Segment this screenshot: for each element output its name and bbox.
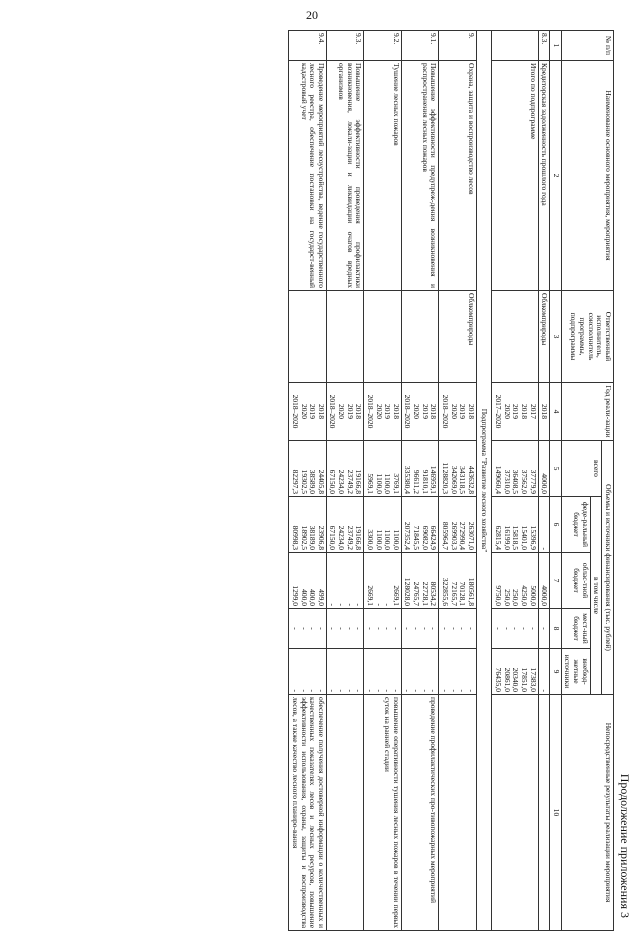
row-executor xyxy=(401,291,439,383)
row-executor xyxy=(326,291,364,383)
row-number: 8.3. xyxy=(538,31,550,61)
cell-federal xyxy=(439,497,477,553)
cell-total xyxy=(439,441,477,497)
value-local: - xyxy=(520,627,529,630)
row-name: Повышение эффективности проведения профилактики возникновения, локали-зации и ликвидации очагов вредных организмов xyxy=(326,61,364,291)
value-local: - xyxy=(328,627,338,630)
table-row xyxy=(364,31,402,931)
value-local: - xyxy=(316,627,326,630)
value-extra: - xyxy=(328,689,338,693)
value-local: - xyxy=(458,627,468,630)
row-number xyxy=(492,31,538,61)
value-local: - xyxy=(366,627,375,630)
row-result: обеспечение получения достоверной информации о количественных и качественных показателях лесов и лесных ресурсов, повышение эффективности использования, охраны, защиты и воспроизводства лесов, а также качество лесного планиро-вания xyxy=(289,695,327,931)
value-local: - xyxy=(449,627,459,630)
value-total: 4000,0 xyxy=(540,473,550,494)
row-result xyxy=(439,695,477,931)
row-number: 9.4. xyxy=(289,31,327,61)
value-total: 1100,0 xyxy=(383,473,393,494)
value-local: - xyxy=(511,627,521,630)
value-local: - xyxy=(354,627,364,630)
value-total: 36408,5 xyxy=(511,469,521,494)
cell-local xyxy=(326,609,364,649)
value-extra: - xyxy=(412,689,422,693)
cell-extra xyxy=(326,649,364,695)
cell-total xyxy=(326,441,364,497)
value-local: - xyxy=(403,627,413,630)
value-local: - xyxy=(299,627,309,630)
value-total: 24234,0 xyxy=(337,469,347,494)
col-index: 2 xyxy=(550,61,562,291)
value-extra: - xyxy=(337,689,347,693)
value-federal: 23906,8 xyxy=(316,525,326,550)
value-regional: - xyxy=(345,603,355,606)
value-local: - xyxy=(291,627,300,630)
value-years: 2018 xyxy=(520,404,529,419)
table-row xyxy=(439,31,477,931)
value-extra: - xyxy=(391,689,401,693)
value-federal: 69082,0 xyxy=(420,525,430,550)
value-regional: 1299,0 xyxy=(291,585,300,606)
value-federal: 1100,0 xyxy=(374,529,384,550)
value-federal: 1100,0 xyxy=(383,529,393,550)
value-local: - xyxy=(528,627,538,630)
value-years: 2019 xyxy=(345,404,355,419)
value-regional: 250,0 xyxy=(511,589,521,606)
cell-regional xyxy=(326,553,364,609)
subprogram-title: Подпрограмма "Развитие лесного хозяйства" xyxy=(476,31,492,931)
table-row xyxy=(289,31,327,931)
value-regional: 80534,2 xyxy=(429,581,439,606)
cell-years xyxy=(439,383,477,441)
value-federal: 15818,5 xyxy=(511,525,521,550)
value-years: 2018–2020 xyxy=(403,394,413,429)
value-local: - xyxy=(466,627,476,630)
value-total: 343118,5 xyxy=(458,466,468,494)
cell-regional xyxy=(289,553,327,609)
value-local: - xyxy=(429,627,439,630)
value-regional: 400,0 xyxy=(299,589,309,606)
value-regional: - xyxy=(374,603,384,606)
value-years: 2019 xyxy=(308,404,318,419)
header-extra: внебюд-жетные источники xyxy=(561,649,590,695)
value-local: - xyxy=(345,627,355,630)
value-local: - xyxy=(540,627,550,630)
value-regional: 22728,1 xyxy=(420,581,430,606)
value-total: 3769,1 xyxy=(391,473,401,494)
value-years: 2020 xyxy=(374,404,384,419)
value-years: 2018 xyxy=(354,404,364,419)
row-executor xyxy=(364,291,402,383)
value-federal: 269903,3 xyxy=(449,521,459,550)
row-executor xyxy=(289,291,327,383)
value-regional: 24765,7 xyxy=(412,581,422,606)
value-local: - xyxy=(383,627,393,630)
value-federal: 207352,4 xyxy=(403,521,413,550)
cell-years xyxy=(326,383,364,441)
cell-years xyxy=(401,383,439,441)
value-extra: - xyxy=(458,689,468,693)
cell-local xyxy=(401,609,439,649)
value-extra: - xyxy=(345,689,355,693)
value-federal: 272990,4 xyxy=(458,521,468,550)
value-regional: 72165,7 xyxy=(449,581,459,606)
value-extra: - xyxy=(429,689,439,693)
value-total: 5969,1 xyxy=(366,473,375,494)
value-years: 2019 xyxy=(420,404,430,419)
value-total: 82297,3 xyxy=(291,469,300,494)
cell-extra xyxy=(401,649,439,695)
value-extra: - xyxy=(466,689,476,693)
cell-years xyxy=(538,383,550,441)
value-years: 2018 xyxy=(391,404,401,419)
value-extra: 76435,0 xyxy=(494,667,504,693)
value-local: - xyxy=(391,627,401,630)
value-years: 2018 xyxy=(429,404,439,419)
header-results: Непосредственные результаты реализации мероприятия xyxy=(561,695,613,931)
value-total: 335380,4 xyxy=(403,465,413,494)
row-number: 9. xyxy=(439,31,477,61)
value-regional: 180561,8 xyxy=(466,577,476,606)
row-number: 9.3. xyxy=(326,31,364,61)
value-federal: 19166,8 xyxy=(354,525,364,550)
value-total: 443632,8 xyxy=(466,465,476,494)
value-federal: 66424,9 xyxy=(429,525,439,550)
row-executor: Облкомприроды xyxy=(439,291,477,383)
value-total: 24405,8 xyxy=(316,469,326,494)
row-executor: Облкомприроды xyxy=(538,291,550,383)
cell-total xyxy=(364,441,402,497)
value-regional: - xyxy=(328,603,338,606)
value-federal: 24234,0 xyxy=(337,525,347,550)
value-total: 23749,2 xyxy=(345,469,355,494)
value-extra: - xyxy=(403,689,413,693)
value-extra: - xyxy=(354,689,364,693)
cell-total xyxy=(538,441,550,497)
value-total: 91810,1 xyxy=(420,469,430,494)
value-local: - xyxy=(374,627,384,630)
header-executor: Ответственный исполнитель, соисполнитель программы, подпрограммы xyxy=(561,291,613,383)
value-extra: 20340,0 xyxy=(511,667,521,693)
value-local: - xyxy=(412,627,422,630)
cell-regional xyxy=(364,553,402,609)
value-federal: 62815,4 xyxy=(494,525,504,550)
cell-local xyxy=(492,609,538,649)
row-name: Итого по подпрограмме xyxy=(492,61,538,291)
value-local: - xyxy=(337,627,347,630)
value-extra: - xyxy=(374,689,384,693)
value-regional: 250,0 xyxy=(502,589,512,606)
value-regional: 400,0 xyxy=(308,589,318,606)
value-regional: 5000,0 xyxy=(528,585,538,606)
value-regional: - xyxy=(337,603,347,606)
col-index: 3 xyxy=(550,291,562,383)
value-federal: 67150,0 xyxy=(328,525,338,550)
table-row xyxy=(401,31,439,931)
cell-regional xyxy=(538,553,550,609)
value-total: 19302,5 xyxy=(299,469,309,494)
value-years: 2019 xyxy=(458,404,468,419)
col-index: 9 xyxy=(550,649,562,695)
table-row xyxy=(492,31,538,931)
value-extra: 17383,0 xyxy=(528,667,538,693)
col-index: 7 xyxy=(550,553,562,609)
row-name: Проведение мероприятий лесоустройства, ведение государственного лесного реестра, обеспечение постановки на государст-венный кадастровый учет xyxy=(289,61,327,291)
cell-local xyxy=(364,609,402,649)
value-total: 342069,0 xyxy=(449,465,459,494)
value-extra: - xyxy=(441,689,450,693)
value-regional: 322855,6 xyxy=(441,577,450,606)
row-name: Охрана, защита и воспроизводство лесов xyxy=(439,61,477,291)
header-name: Наименование основного мероприятия, мероприятия xyxy=(561,61,613,291)
table-row xyxy=(326,31,364,931)
value-total: 37562,0 xyxy=(520,469,529,494)
row-result: проведение профилактических про-тивопожарных мероприятий xyxy=(401,695,439,931)
cell-local xyxy=(538,609,550,649)
header-funding: Объемы и источники финансирования (тыс. рублей) xyxy=(602,441,614,695)
row-result xyxy=(538,695,550,931)
value-years: 2019 xyxy=(511,404,521,419)
col-index: 5 xyxy=(550,441,562,497)
value-regional: 499,0 xyxy=(316,589,326,606)
row-number: 9.2. xyxy=(364,31,402,61)
value-total: 96611,2 xyxy=(412,469,422,494)
value-regional: - xyxy=(383,603,393,606)
value-local: - xyxy=(502,627,512,630)
value-federal: 23749,2 xyxy=(345,525,355,550)
value-federal: 38189,0 xyxy=(308,525,318,550)
value-federal: - xyxy=(540,547,550,550)
header-federal: феде-ральный бюджет xyxy=(561,497,590,553)
header-total: всего xyxy=(561,441,602,497)
cell-total xyxy=(401,441,439,497)
table-body xyxy=(289,31,550,931)
value-regional: 4000,0 xyxy=(540,585,550,606)
row-result xyxy=(492,695,538,931)
value-years: 2018–2020 xyxy=(366,394,375,429)
value-total: 146959,1 xyxy=(429,465,439,494)
cell-total xyxy=(492,441,538,497)
value-extra: - xyxy=(291,689,300,693)
value-years: 2018 xyxy=(316,404,326,419)
funding-table xyxy=(288,30,614,931)
cell-local xyxy=(289,609,327,649)
value-regional: 4250,0 xyxy=(520,585,529,606)
col-index: 8 xyxy=(550,609,562,649)
value-local: - xyxy=(308,627,318,630)
value-regional: 2669,1 xyxy=(366,585,375,606)
value-total: 67150,0 xyxy=(328,469,338,494)
cell-years xyxy=(364,383,402,441)
value-years: 2017–2020 xyxy=(494,394,504,429)
value-federal: 18902,5 xyxy=(299,525,309,550)
value-federal: 15401,0 xyxy=(520,525,529,550)
value-total: 37310,0 xyxy=(502,469,512,494)
cell-federal xyxy=(401,497,439,553)
cell-federal xyxy=(364,497,402,553)
annex-title: Продолжение приложения 3 xyxy=(618,773,632,918)
value-federal: 3300,0 xyxy=(366,529,375,550)
cell-regional xyxy=(401,553,439,609)
row-result: повышение оперативности тушения лесных пожаров в течении первых суток на ранней стадии xyxy=(364,695,402,931)
value-years: 2018 xyxy=(540,404,550,419)
row-executor xyxy=(492,291,538,383)
row-name: Кредиторская задолженность прошлого года xyxy=(538,61,550,291)
header-year: Год реали-зации xyxy=(561,383,613,441)
col-index: 4 xyxy=(550,383,562,441)
col-index: 10 xyxy=(550,695,562,931)
cell-years xyxy=(492,383,538,441)
subprogram-row xyxy=(476,31,492,931)
value-years: 2019 xyxy=(383,404,393,419)
value-federal: 15396,9 xyxy=(528,525,538,550)
value-extra: - xyxy=(308,689,318,693)
cell-extra xyxy=(289,649,327,695)
value-extra: - xyxy=(540,689,550,693)
table-row xyxy=(538,31,550,931)
cell-federal xyxy=(538,497,550,553)
value-federal: 71845,5 xyxy=(412,525,422,550)
value-regional: 9750,0 xyxy=(494,585,504,606)
value-total: 37779,9 xyxy=(528,469,538,494)
col-index: 1 xyxy=(550,31,562,61)
value-total: 38589,0 xyxy=(308,469,318,494)
row-number: 9.1. xyxy=(401,31,439,61)
cell-extra xyxy=(439,649,477,695)
cell-extra xyxy=(364,649,402,695)
header-no: № п/п xyxy=(561,31,613,61)
rotated-table-sheet xyxy=(6,30,632,930)
cell-extra xyxy=(492,649,538,695)
cell-federal xyxy=(326,497,364,553)
value-regional: 128028,0 xyxy=(403,577,413,606)
value-extra: 17851,0 xyxy=(520,667,529,693)
cell-federal xyxy=(289,497,327,553)
value-local: - xyxy=(420,627,430,630)
value-years: 2020 xyxy=(299,404,309,419)
value-federal: 16199,0 xyxy=(502,525,512,550)
row-name: Тушение лесных пожаров xyxy=(364,61,402,291)
value-local: - xyxy=(441,627,450,630)
value-total: 19166,8 xyxy=(354,469,364,494)
value-total: 149060,4 xyxy=(494,465,504,494)
value-years: 2020 xyxy=(502,404,512,419)
value-extra: - xyxy=(383,689,393,693)
value-total: 1100,0 xyxy=(374,473,384,494)
value-regional: - xyxy=(354,603,364,606)
value-federal: 1100,0 xyxy=(391,529,401,550)
cell-years xyxy=(289,383,327,441)
header-regional: облас-тной бюджет xyxy=(561,553,590,609)
value-years: 2018–2020 xyxy=(441,394,450,429)
value-extra: 20861,0 xyxy=(502,667,512,693)
value-extra: - xyxy=(366,689,375,693)
row-name: Повышение эффективности предупреж-дения возникновения и распространения лесных пожаров xyxy=(401,61,439,291)
value-years: 2018–2020 xyxy=(291,394,300,429)
col-index: 6 xyxy=(550,497,562,553)
value-regional: 2669,1 xyxy=(391,585,401,606)
value-years: 2018 xyxy=(466,404,476,419)
value-extra: - xyxy=(420,689,430,693)
cell-total xyxy=(289,441,327,497)
header-local: мест-ный бюджет xyxy=(561,609,590,649)
header-including: в том числе xyxy=(590,497,602,695)
value-regional: 70128,1 xyxy=(458,581,468,606)
cell-regional xyxy=(439,553,477,609)
value-years: 2017 xyxy=(528,404,538,419)
value-extra: - xyxy=(449,689,459,693)
cell-local xyxy=(439,609,477,649)
cell-extra xyxy=(538,649,550,695)
value-total: 1128820,3 xyxy=(441,462,450,494)
value-local: - xyxy=(494,627,504,630)
value-extra: - xyxy=(316,689,326,693)
value-federal: 263071,0 xyxy=(466,521,476,550)
value-years: 2018–2020 xyxy=(328,394,338,429)
value-federal: 80998,3 xyxy=(291,525,300,550)
value-years: 2020 xyxy=(449,404,459,419)
value-years: 2020 xyxy=(337,404,347,419)
page-number: 20 xyxy=(306,8,318,22)
cell-regional xyxy=(492,553,538,609)
value-federal: 805964,7 xyxy=(441,521,450,550)
row-result xyxy=(326,695,364,931)
cell-federal xyxy=(492,497,538,553)
value-extra: - xyxy=(299,689,309,693)
value-years: 2020 xyxy=(412,404,422,419)
